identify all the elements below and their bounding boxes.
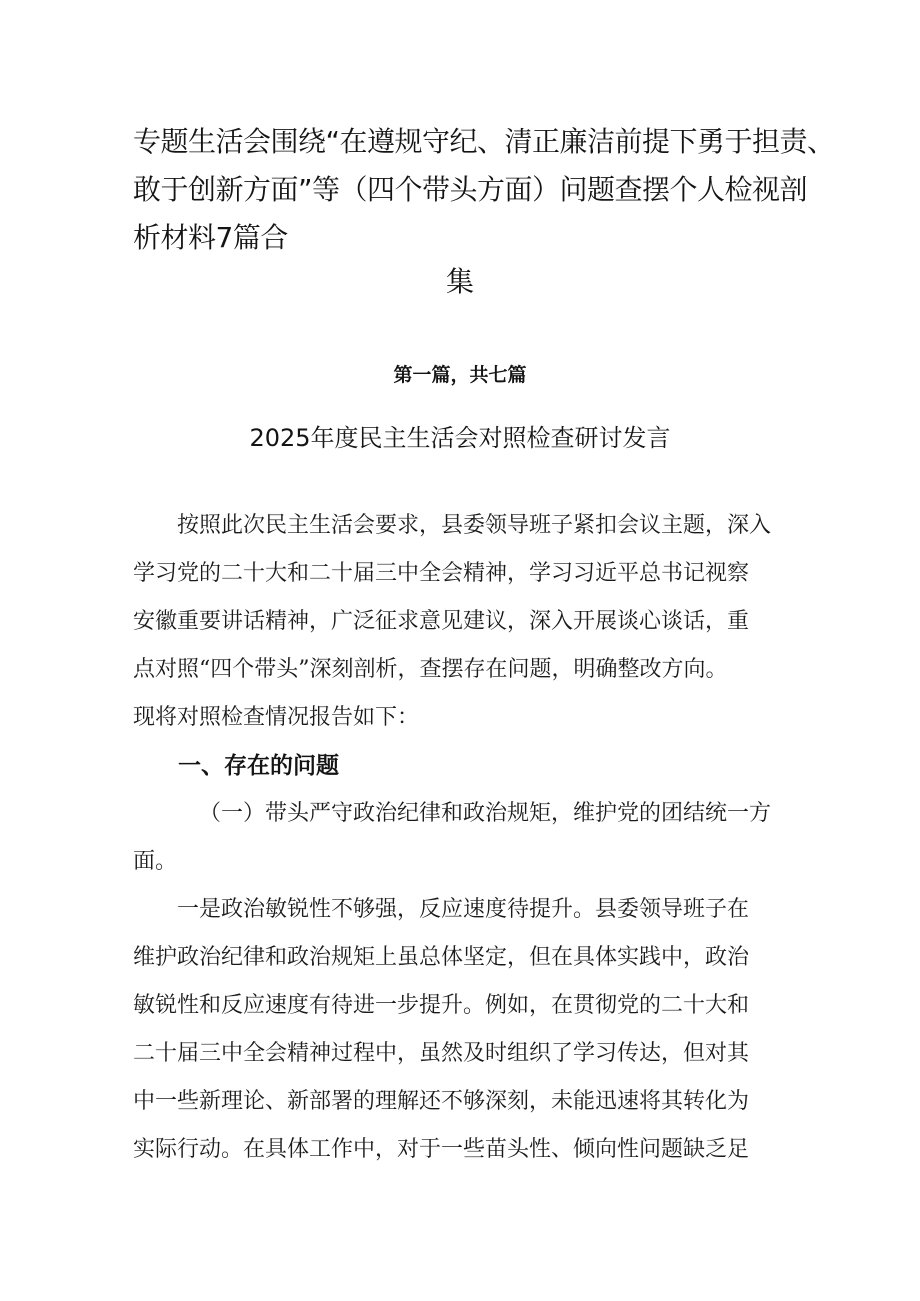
paragraph-intro: [133, 502, 793, 742]
paragraph-line: 点对照“四个带头”深刻剖析，查摆存在问题，明确整改方向。: [133, 657, 728, 682]
paragraph-line: 一是政治敏锐性不够强，反应速度待提升。县委领导班子在: [177, 897, 750, 922]
paragraph-line: 安徽重要讲话精神，广泛征求意见建议，深入开展谈心谈话，重: [133, 609, 750, 634]
title-line-1: 专题生活会围绕“在遵规守纪、清正廉洁前提下勇于担责、: [133, 125, 835, 158]
paragraph-subheading: [133, 790, 793, 886]
title-tail: 集: [445, 265, 474, 298]
paragraph-line: 维护政治纪律和政治规矩上虽总体坚定，但在具体实践中，政治: [133, 945, 750, 970]
section-subtitle: 2025年度民主生活会对照检查研讨发言: [249, 424, 671, 452]
paragraph-line: 面。: [133, 849, 178, 874]
part-label: 第一篇，共七篇: [393, 364, 527, 386]
paragraph-line: （一）带头严守政治纪律和政治规矩，维护党的团结统一方: [199, 801, 772, 826]
section-heading: 一、存在的问题: [178, 753, 339, 779]
title-line-3: 析材料7篇合: [133, 221, 288, 254]
paragraph-line: 中一些新理论、新部署的理解还不够深刻，未能迅速将其转化为: [133, 1089, 750, 1114]
paragraph-line: 二十届三中全会精神过程中，虽然及时组织了学习传达，但对其: [133, 1041, 750, 1066]
paragraph-line: 按照此次民主生活会要求，县委领导班子紧扣会议主题，深入: [177, 513, 772, 538]
document-title: [133, 118, 835, 262]
paragraph-line: 实际行动。在具体工作中，对于一些苗头性、倾向性问题缺乏足: [133, 1137, 750, 1162]
title-line-2: 敢于创新方面”等（四个带头方面）问题查摆个人检视剖: [133, 173, 808, 206]
paragraph-line: 学习党的二十大和二十届三中全会精神，学习习近平总书记视察: [133, 561, 750, 586]
paragraph-line: 现将对照检查情况报告如下：: [133, 705, 420, 730]
paragraph-line: 敏锐性和反应速度有待进一步提升。例如，在贯彻党的二十大和: [133, 993, 750, 1018]
paragraph-issue-1: [133, 886, 793, 1174]
